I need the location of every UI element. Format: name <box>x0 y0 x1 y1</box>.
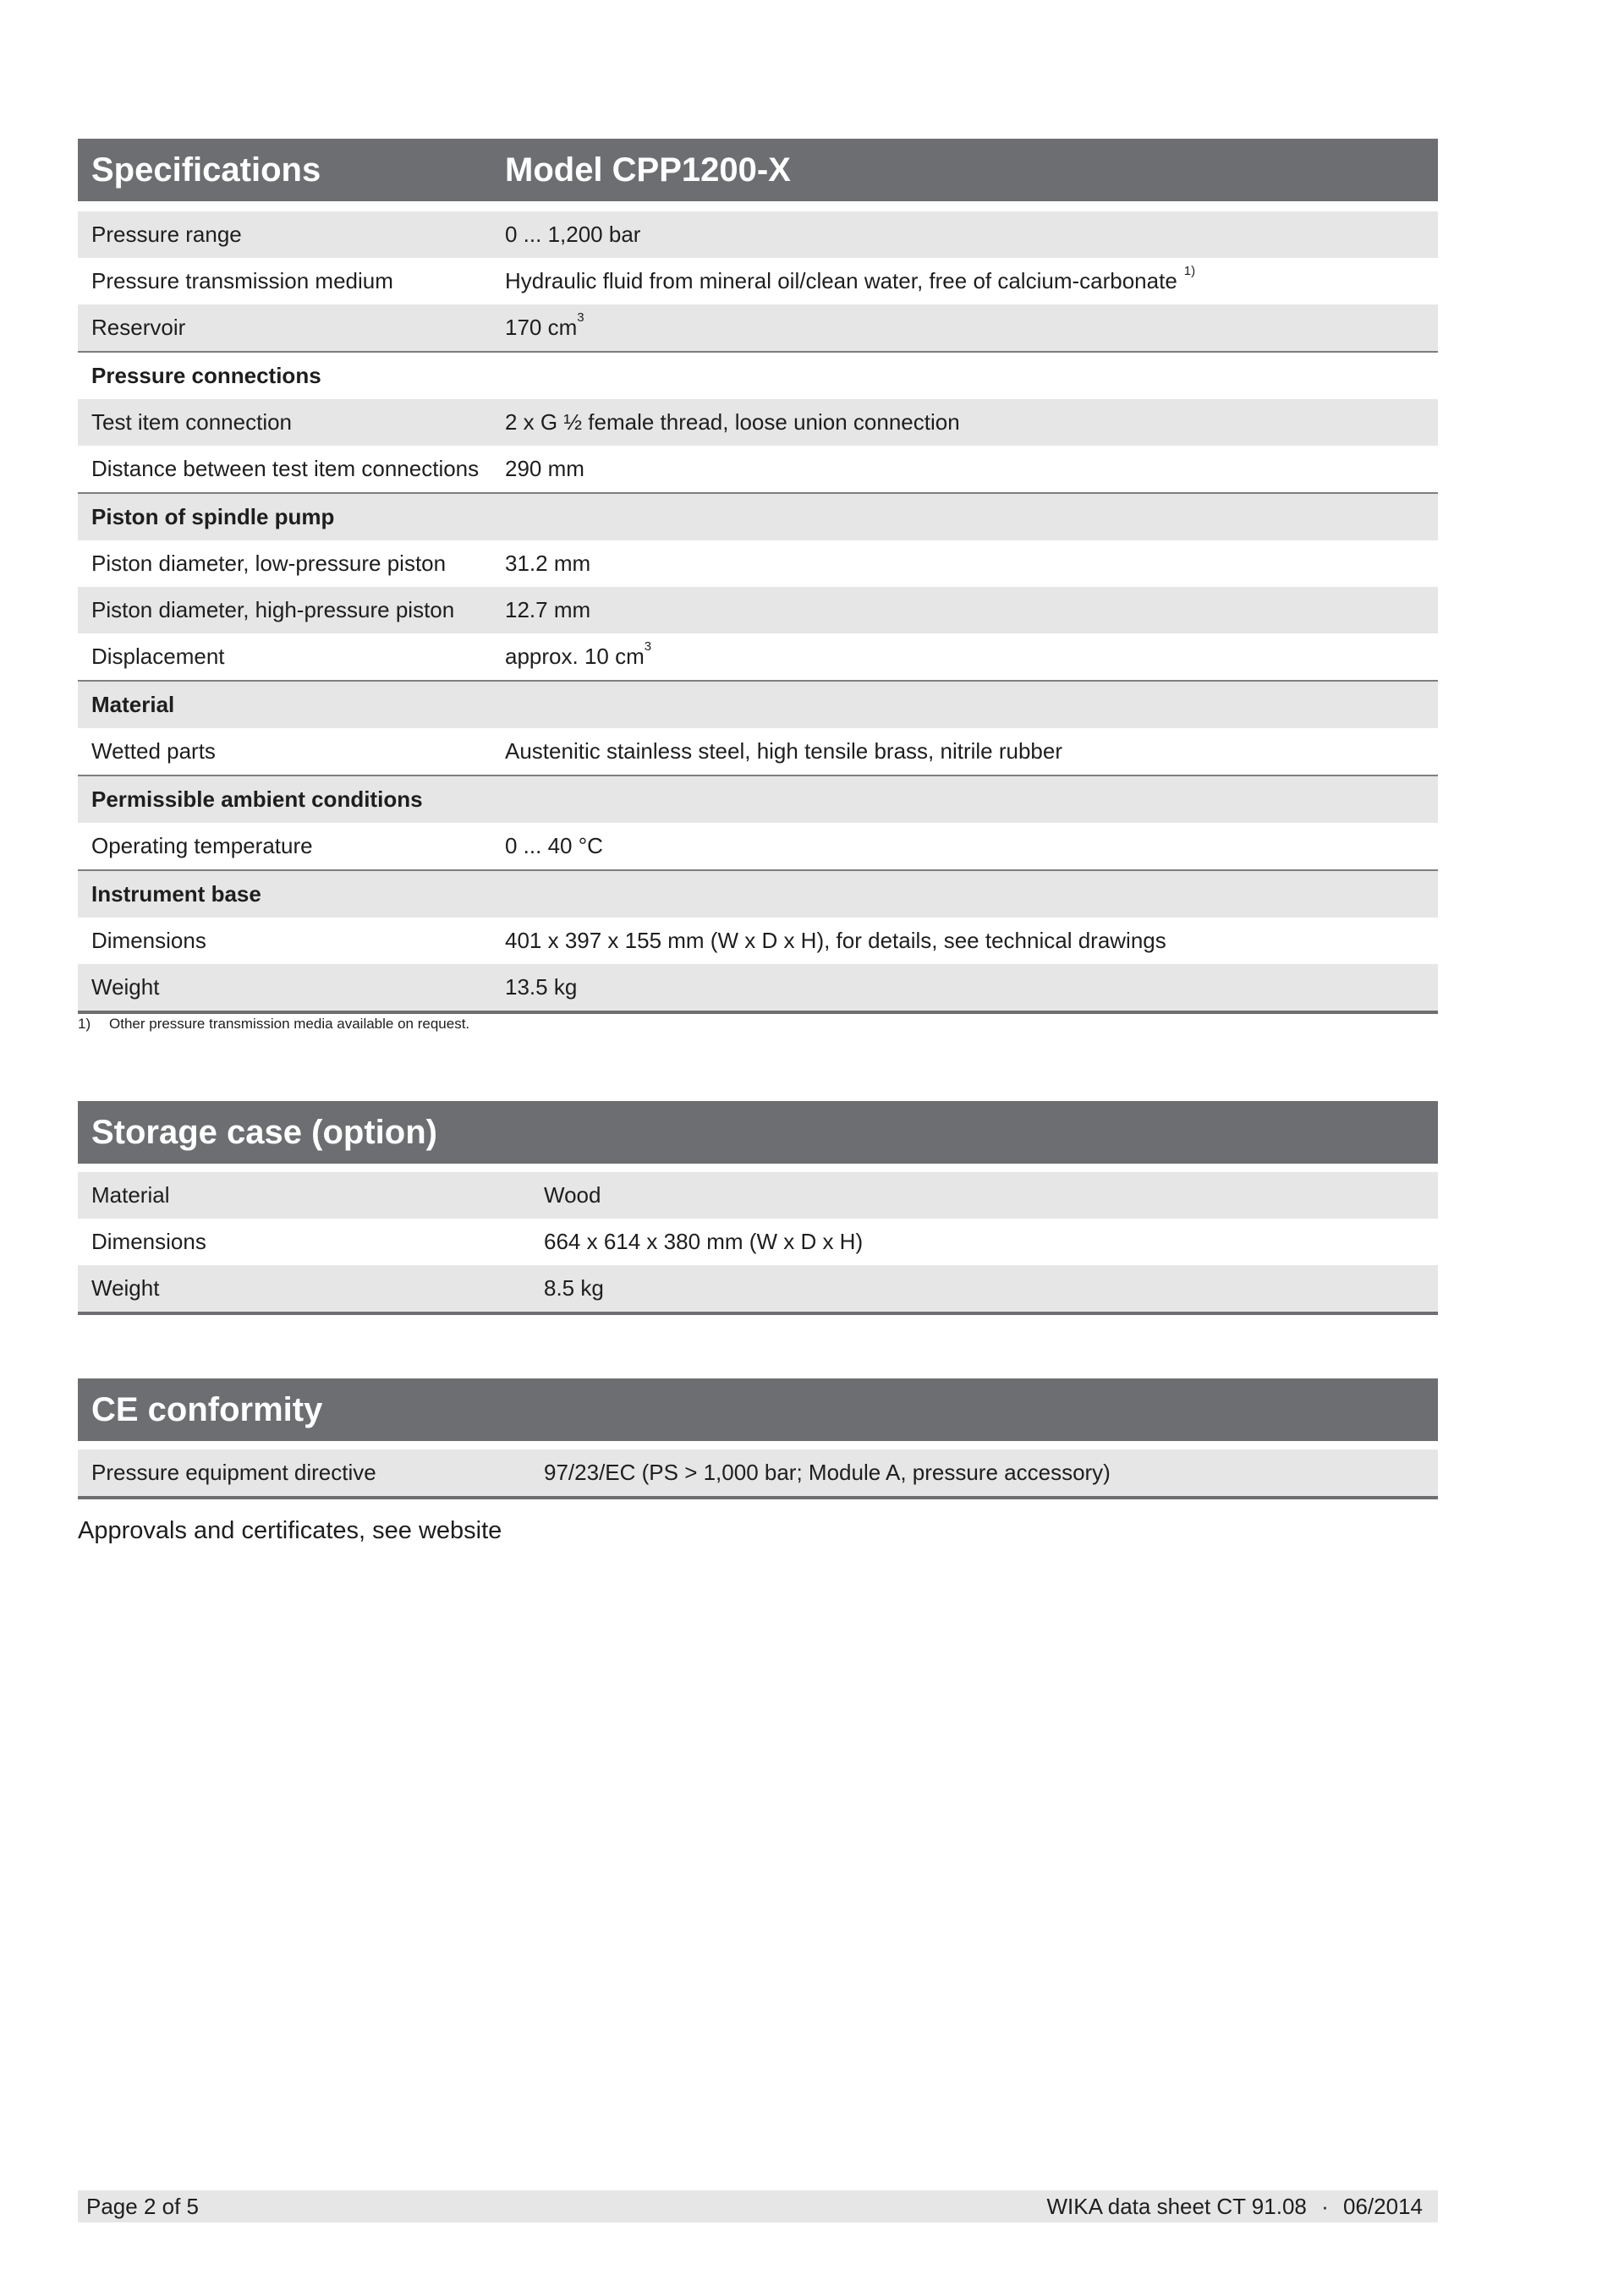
page-footer <box>78 2190 1438 2222</box>
table-bottom-rule <box>78 1011 1438 1014</box>
table-row <box>78 258 1438 304</box>
row-value-text: 2 x G ½ female thread, loose union connection <box>505 409 960 435</box>
row-value <box>544 1229 863 1255</box>
ce-conformity-rows <box>78 1449 1438 1496</box>
row-value <box>505 974 577 1000</box>
table-row <box>78 540 1438 587</box>
row-label: Operating temperature <box>91 833 313 858</box>
group-heading-row <box>78 492 1438 540</box>
specifications-title: Specifications <box>91 151 321 189</box>
row-value <box>544 1460 1111 1486</box>
row-value <box>505 551 590 577</box>
row-value-text: approx. 10 cm <box>505 644 645 669</box>
row-value <box>505 264 1196 294</box>
model-title: Model CPP1200-X <box>505 151 791 189</box>
separator: · <box>1321 2193 1329 2219</box>
table-row <box>78 823 1438 869</box>
ce-conformity-table <box>78 1378 1438 1499</box>
row-value-text: 290 mm <box>505 456 584 481</box>
storage-case-title: Storage case (option) <box>91 1113 437 1151</box>
row-label: Displacement <box>91 644 225 669</box>
row-value-text: 401 x 397 x 155 mm (W x D x H), for details, see technical drawings <box>505 928 1166 953</box>
group-heading: Permissible ambient conditions <box>91 786 423 812</box>
row-value-text: Hydraulic fluid from mineral oil/clean water, free of calcium-carbonate <box>505 268 1177 293</box>
row-value <box>544 1275 604 1301</box>
group-heading: Pressure connections <box>91 363 321 388</box>
row-value-text: 31.2 mm <box>505 551 591 576</box>
row-value-text: 664 x 614 x 380 mm (W x D x H) <box>544 1229 864 1254</box>
row-label: Reservoir <box>91 315 186 340</box>
row-value <box>505 456 584 482</box>
row-value-text: 97/23/EC (PS > 1,000 bar; Module A, pressure accessory) <box>544 1460 1111 1485</box>
footnote <box>78 1016 469 1033</box>
row-value-text: 0 ... 40 °C <box>505 833 603 858</box>
approvals-note: Approvals and certificates, see website <box>78 1517 502 1544</box>
row-label: Piston diameter, high-pressure piston <box>91 597 455 622</box>
row-value <box>505 310 584 341</box>
row-label: Distance between test item connections <box>91 456 480 481</box>
row-value <box>544 1182 601 1208</box>
row-value <box>505 738 1062 764</box>
datasheet-id: WIKA data sheet CT 91.08 <box>1046 2193 1307 2219</box>
row-value <box>505 222 640 248</box>
table-row <box>78 304 1438 351</box>
row-value <box>505 409 960 436</box>
row-value <box>505 833 603 859</box>
specifications-rows <box>78 211 1438 1011</box>
group-heading-row <box>78 869 1438 918</box>
group-heading-row <box>78 680 1438 728</box>
table-row <box>78 211 1438 258</box>
group-heading: Instrument base <box>91 881 261 907</box>
table-row <box>78 728 1438 775</box>
group-heading-row <box>78 351 1438 399</box>
row-value-text: 13.5 kg <box>505 974 578 1000</box>
specifications-table <box>78 139 1438 1014</box>
storage-case-rows <box>78 1172 1438 1312</box>
row-value-superscript: 1) <box>1183 264 1196 278</box>
table-row <box>78 1265 1438 1312</box>
row-value <box>505 597 590 623</box>
specifications-header <box>78 139 1438 201</box>
row-value-text: Wood <box>544 1182 601 1208</box>
footnote-text: Other pressure transmission media available on request. <box>109 1016 470 1032</box>
row-label: Wetted parts <box>91 738 216 764</box>
row-value-text: 0 ... 1,200 bar <box>505 222 641 247</box>
row-label: Pressure range <box>91 222 242 247</box>
table-row <box>78 1449 1438 1496</box>
table-bottom-rule <box>78 1312 1438 1315</box>
row-value-text: 8.5 kg <box>544 1275 604 1301</box>
storage-case-table <box>78 1101 1438 1315</box>
group-heading: Material <box>91 692 175 717</box>
page-number: Page 2 of 5 <box>86 2193 199 2219</box>
table-row <box>78 1172 1438 1219</box>
storage-case-header <box>78 1101 1438 1164</box>
row-label: Weight <box>91 1275 160 1301</box>
row-label: Material <box>91 1182 170 1208</box>
table-row <box>78 633 1438 680</box>
row-label: Test item connection <box>91 409 293 435</box>
datasheet-date: 06/2014 <box>1343 2193 1423 2219</box>
group-heading-row <box>78 775 1438 823</box>
row-value-text: 12.7 mm <box>505 597 591 622</box>
footnote-mark: 1) <box>78 1016 91 1032</box>
table-row <box>78 446 1438 492</box>
table-bottom-rule <box>78 1496 1438 1499</box>
table-row <box>78 399 1438 446</box>
group-heading: Piston of spindle pump <box>91 504 335 529</box>
row-value-superscript: 3 <box>577 310 584 325</box>
row-label: Piston diameter, low-pressure piston <box>91 551 447 576</box>
datasheet-reference <box>1047 2194 1424 2220</box>
row-value-text: Austenitic stainless steel, high tensile brass, nitrile rubber <box>505 738 1062 764</box>
row-label: Weight <box>91 974 160 1000</box>
row-value-superscript: 3 <box>644 639 652 654</box>
ce-conformity-title: CE conformity <box>91 1390 323 1428</box>
row-label: Dimensions <box>91 928 206 953</box>
row-label: Pressure equipment directive <box>91 1460 376 1485</box>
table-row <box>78 964 1438 1011</box>
ce-conformity-header <box>78 1378 1438 1441</box>
table-row <box>78 587 1438 633</box>
table-row <box>78 1219 1438 1265</box>
row-value <box>505 928 1166 954</box>
row-label: Pressure transmission medium <box>91 268 393 293</box>
row-label: Dimensions <box>91 1229 206 1254</box>
row-value <box>505 639 652 670</box>
table-row <box>78 918 1438 964</box>
row-value-text: 170 cm <box>505 315 578 340</box>
